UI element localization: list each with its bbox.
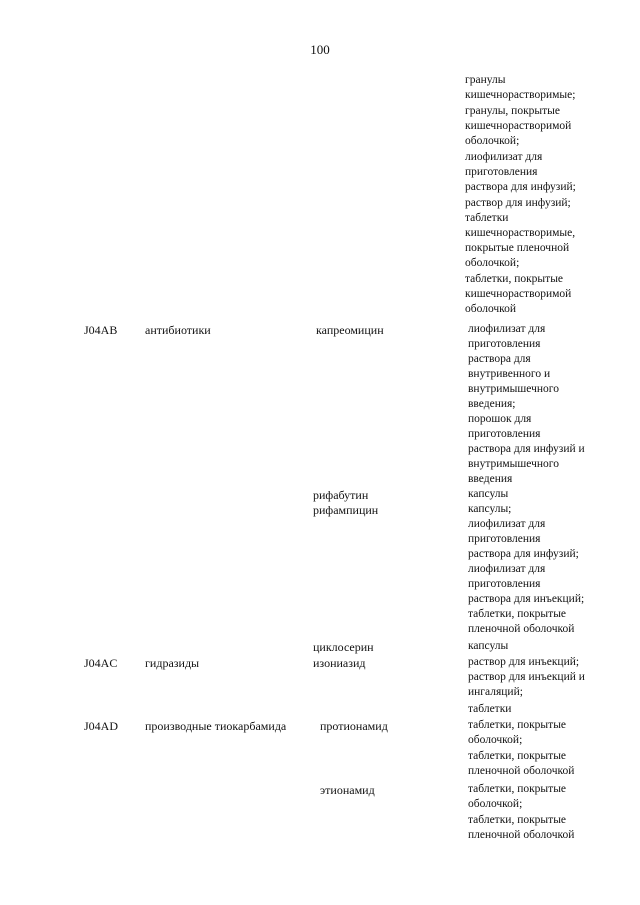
form-line: оболочкой; [465, 135, 520, 147]
form-line: раствора для инфузий и [468, 443, 585, 455]
form-line: пленочной оболочкой [468, 765, 575, 777]
form-line: кишечнорастворимые, [465, 227, 576, 239]
form-line: ингаляций; [468, 686, 523, 698]
form-line: внутривенного и [468, 368, 551, 380]
form-line: внутримышечного [468, 458, 559, 470]
form-line: кишечнорастворимой [465, 288, 572, 300]
form-line: лиофилизат для [468, 563, 546, 575]
form-line: раствора для инфузий; [465, 181, 576, 193]
form-line: приготовления [468, 578, 541, 590]
group-name: гидразиды [145, 656, 200, 670]
form-line: гранулы [465, 74, 506, 86]
page-number: 100 [310, 42, 330, 57]
group-name: антибиотики [145, 323, 211, 337]
form-line: таблетки, покрытые [468, 814, 567, 826]
form-line: пленочной оболочкой [468, 829, 575, 841]
form-line: оболочкой; [465, 257, 520, 269]
atc-code: J04AB [84, 323, 118, 337]
form-line: лиофилизат для [465, 151, 543, 163]
form-line: капсулы; [468, 503, 512, 515]
form-line: таблетки, покрытые [468, 719, 567, 731]
form-line: гранулы, покрытые [465, 105, 561, 117]
form-line: лиофилизат для [468, 518, 546, 530]
form-line: таблетки, покрытые [468, 750, 567, 762]
form-line: введения [468, 473, 513, 485]
form-line: приготовления [468, 533, 541, 545]
drug-name: циклосерин [313, 640, 374, 654]
atc-code: J04AC [84, 656, 118, 670]
form-line: капсулы [468, 488, 509, 500]
form-line: приготовления [468, 338, 541, 350]
drug-name: капреомицин [316, 323, 384, 337]
form-line: кишечнорастворимые; [465, 89, 576, 101]
form-line: капсулы [468, 640, 509, 652]
atc-code: J04AD [84, 719, 119, 733]
form-line: оболочкой; [468, 798, 523, 810]
form-line: раствора для инфузий; [468, 548, 579, 560]
form-line: раствора для инъекций; [468, 593, 585, 605]
form-line: раствор для инъекций и [468, 671, 585, 683]
form-line: раствор для инъекций; [468, 656, 580, 668]
form-line: покрытые пленочной [465, 242, 570, 254]
drug-name: этионамид [320, 783, 375, 797]
form-line: таблетки, покрытые [465, 273, 564, 285]
form-line: таблетки [468, 703, 512, 715]
form-line: приготовления [465, 166, 538, 178]
form-line: таблетки [465, 212, 509, 224]
form-line: пленочной оболочкой [468, 623, 575, 635]
drug-name: рифабутин [313, 488, 369, 502]
drug-name: изониазид [313, 656, 366, 670]
form-line: раствора для [468, 353, 531, 365]
drug-name: протионамид [320, 719, 388, 733]
group-name: производные тиокарбамида [145, 719, 287, 733]
form-line: таблетки, покрытые [468, 608, 567, 620]
form-line: оболочкой; [468, 734, 523, 746]
form-line: порошок для [468, 413, 532, 425]
form-line: раствор для инфузий; [465, 197, 571, 209]
form-line: введения; [468, 398, 516, 410]
form-line: приготовления [468, 428, 541, 440]
drug-name: рифампицин [313, 503, 379, 517]
form-line: оболочкой [465, 303, 517, 315]
form-line: лиофилизат для [468, 323, 546, 335]
form-line: таблетки, покрытые [468, 783, 567, 795]
form-line: внутримышечного [468, 383, 559, 395]
form-line: кишечнорастворимой [465, 120, 572, 132]
